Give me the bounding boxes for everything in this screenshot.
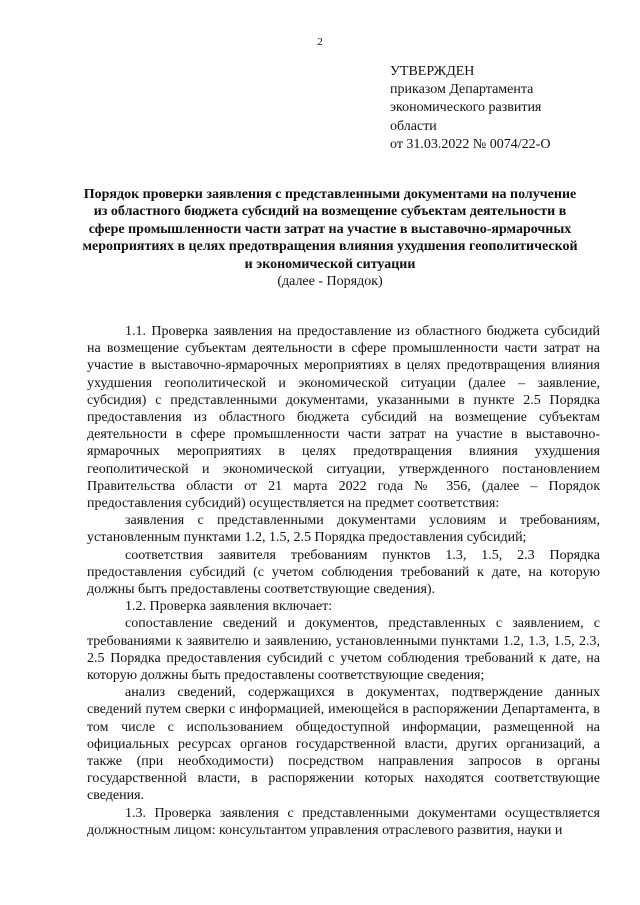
paragraph-1-2: 1.2. Проверка заявления включает: xyxy=(125,599,333,615)
document-body xyxy=(87,323,600,839)
paragraph-comparison: сопоставление сведений и документов, представленных с заявлением, с требованиями к заявителю и заявлению, установленными пунктами 1.2, 1.3, 1.5, 2.3, 2.5 Порядка предоставления субсидий с учетом соблюдения требований к дате, на которую должны быть предоставлены соответствующие сведения; xyxy=(87,616,600,684)
document-title-suffix: (далее - Порядок) xyxy=(277,274,383,290)
approval-order-line: приказом Департамента xyxy=(390,82,534,98)
approval-department-line: экономического развития xyxy=(390,100,542,116)
approval-date-number: от 31.03.2022 № 0074/22-О xyxy=(390,136,551,152)
paragraph-1-1: 1.1. Проверка заявления на предоставление из областного бюджета субсидий на возмещение субъектам деятельности в сфере промышленности части затрат на участие в выставочно-ярмарочных мероприятиях в целях предотвращения влияния ухудшения геополитической и экономической ситуации (далее – заявление, субсидия) с представленными документами, указанными в пункте 2.5 Порядка предоставления из областного бюджета субсидий на возмещение субъектам деятельности в сфере промышленности части затрат на участие в выставочно-ярмарочных мероприятиях в целях предотвращения влияния ухудшения геополитической и экономической ситуации, утвержденного постановлением Правительства области от 21 марта 2022 года № 356, (далее – Порядок предоставления субсидий) осуществляется на предмет соответствия: xyxy=(87,324,600,512)
approval-region-line: области xyxy=(390,118,437,134)
approval-heading: УТВЕРЖДЕН xyxy=(390,64,475,79)
document-title-bold: Порядок проверки заявления с представленными документами на получение из областного бюджета субсидий на возмещение субъектам деятельности в сфере промышленности части затрат на участие в выставочно-ярмарочных мероприятиях в целях предотвращения влияния ухудшения геополитической и экономической ситуации xyxy=(82,187,578,272)
paragraph-analysis: анализ сведений, содержащихся в документах, подтверждение данных сведений путем сверки с информацией, имеющейся в распоряжении Департамента, в том числе с использованием общедоступной информации, размещенной на официальных ресурсах органов государственной власти, других организаций, а также (при необходимости) посредством направления запросов в органы государственной власти, в распоряжении которых находятся соответствующие сведения. xyxy=(87,685,600,804)
document-title xyxy=(80,186,580,290)
paragraph-conformity-applicant: соответствия заявителя требованиям пунктов 1.3, 1.5, 2.3 Порядка предоставления субсидий (с учетом соблюдения требований к дате, на которую должны быть предоставлены соответствующие сведения). xyxy=(87,547,600,598)
page-number: 2 xyxy=(317,36,323,48)
approval-stamp xyxy=(390,63,620,154)
paragraph-1-3: 1.3. Проверка заявления с представленными документами осуществляется должностным лицом: консультантом управления отраслевого развития, науки и xyxy=(87,805,600,838)
paragraph-conformity-application: заявления с представленными документами условиям и требованиям, установленным пунктами 1.2, 1.5, 2.5 Порядка предоставления субсидий; xyxy=(87,513,600,546)
